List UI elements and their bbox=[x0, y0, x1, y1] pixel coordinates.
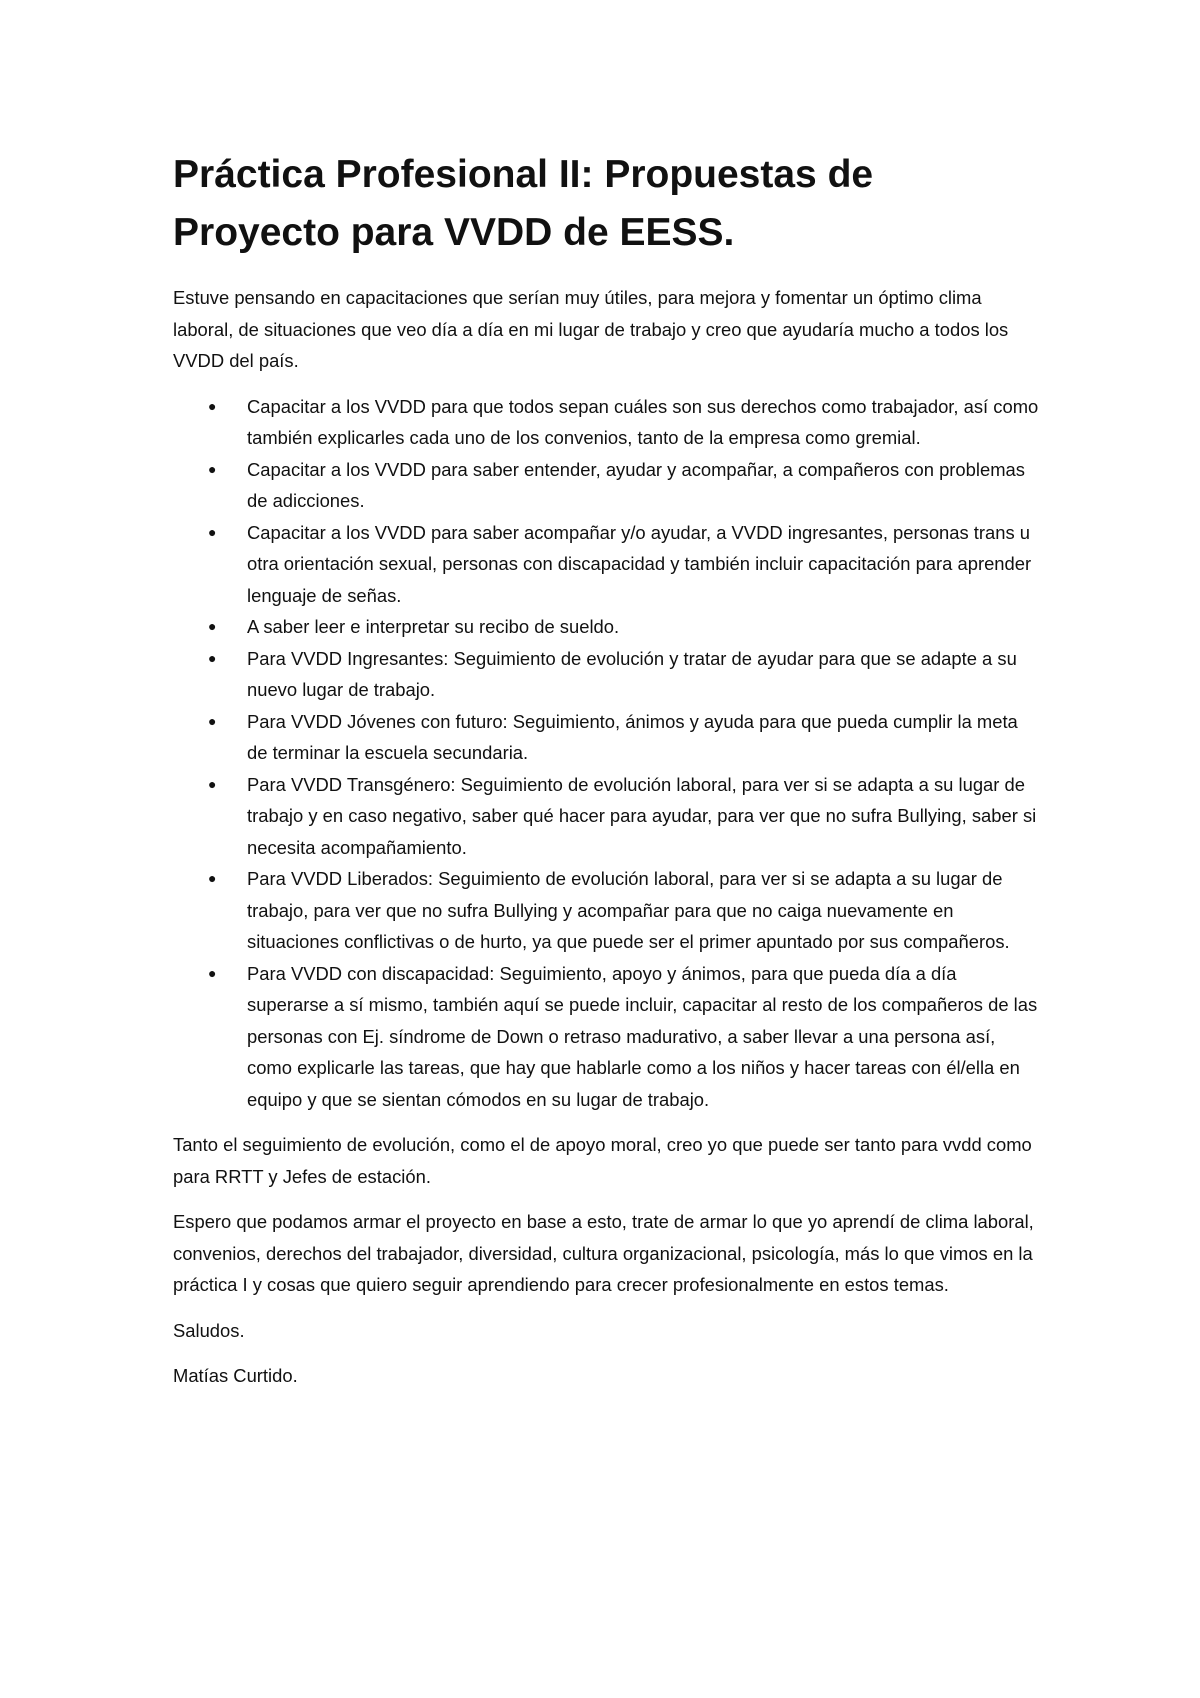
bullet-icon: ● bbox=[208, 712, 217, 729]
list-item bbox=[173, 517, 1043, 612]
bullet-icon: ● bbox=[208, 618, 217, 634]
intro-paragraph: Estuve pensando en capacitaciones que serían muy útiles, para mejora y fomentar un óptimo clima laboral, de situaciones que veo día a día en mi lugar de trabajo y creo que ayudaría mucho a todos los VVDD del país. bbox=[173, 287, 1009, 371]
list-item bbox=[173, 391, 1043, 454]
bullet-icon: ● bbox=[208, 870, 217, 886]
bullet-icon: ● bbox=[208, 775, 217, 792]
project-paragraph: Espero que podamos armar el proyecto en base a esto, trate de armar lo que yo aprendí de clima laboral, convenios, derechos del trabajador, diversidad, cultura organizacional, psicología, más lo que vimos en la práctica I y cosas que quiero seguir aprendiendo para crecer profesionalmente en estos temas. bbox=[173, 1211, 1034, 1295]
bullet-icon: ● bbox=[208, 397, 217, 414]
list-item-text: Para VVDD con discapacidad: Seguimiento, apoyo y ánimos, para que pueda día a día superarse a sí mismo, también aquí se puede incluir, capacitar al resto de los compañeros de las personas con Ej. síndrome de Down o retraso madurativo, a saber llevar a una persona así, como explicarle las tareas, que hay que hablarle como a los niños y hacer tareas con él/ella en equipo y que se sientan cómodos en su lugar de trabajo. bbox=[247, 962, 1038, 1110]
bullet-icon: ● bbox=[208, 964, 217, 981]
list-item bbox=[173, 769, 1043, 864]
list-item-text: Capacitar a los VVDD para saber entender, ayudar y acompañar, a compañeros con problemas de adicciones. bbox=[247, 458, 1025, 511]
list-item-text: Para VVDD Transgénero: Seguimiento de evolución laboral, para ver si se adapta a su lugar de trabajo y en caso negativo, saber qué hacer para ayudar, para ver que no sufra Bullying, saber si necesita acompañamiento. bbox=[247, 773, 1037, 858]
list-item-text: Capacitar a los VVDD para saber acompañar y/o ayudar, a VVDD ingresantes, personas trans u otra orientación sexual, personas con discapacidad y también incluir capacitación para aprender lenguaje de señas. bbox=[247, 521, 1032, 606]
list-item bbox=[173, 706, 1043, 769]
list-item bbox=[173, 863, 1043, 958]
document-page bbox=[173, 146, 1043, 1406]
list-item-text: A saber leer e interpretar su recibo de sueldo. bbox=[247, 616, 620, 637]
list-item-text: Para VVDD Ingresantes: Seguimiento de evolución y tratar de ayudar para que se adapte a su nuevo lugar de trabajo. bbox=[247, 647, 1017, 700]
list-item bbox=[173, 611, 1043, 643]
list-item bbox=[173, 454, 1043, 517]
list-item-text: Para VVDD Liberados: Seguimiento de evolución laboral, para ver si se adapta a su lugar de trabajo, para ver que no sufra Bullying y acompañar para que no caiga nuevamente en situaciones conflictivas o de hurto, ya que puede ser el primer apuntado por sus compañeros. bbox=[247, 868, 1010, 952]
list-item-text: Capacitar a los VVDD para que todos sepan cuáles son sus derechos como trabajador, así como también explicarles cada uno de los convenios, tanto de la empresa como gremial. bbox=[247, 395, 1039, 448]
list-item bbox=[173, 958, 1043, 1116]
bullet-icon: ● bbox=[208, 460, 217, 477]
bullet-icon: ● bbox=[208, 523, 217, 540]
document-title: Práctica Profesional II: Propuestas de Proyecto para VVDD de EESS. bbox=[173, 153, 874, 254]
closing-text: Saludos. bbox=[173, 1319, 245, 1341]
signature-text: Matías Curtido. bbox=[173, 1365, 298, 1386]
list-item-text: Para VVDD Jóvenes con futuro: Seguimiento, ánimos y ayuda para que pueda cumplir la meta de terminar la escuela secundaria. bbox=[247, 710, 1018, 763]
proposal-list bbox=[173, 391, 1043, 1116]
followup-paragraph: Tanto el seguimiento de evolución, como el de apoyo moral, creo yo que puede ser tanto para vvdd como para RRTT y Jefes de estación. bbox=[173, 1134, 1032, 1187]
bullet-icon: ● bbox=[208, 649, 217, 666]
list-item bbox=[173, 643, 1043, 706]
